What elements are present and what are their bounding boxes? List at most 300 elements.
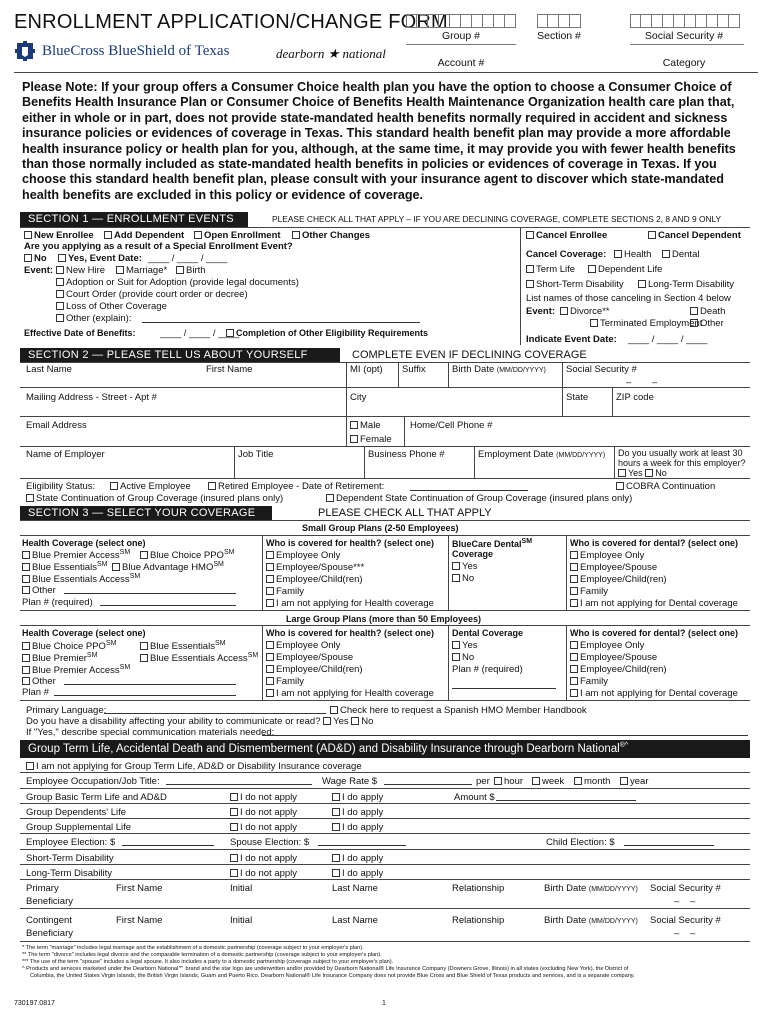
- checkbox-icon[interactable]: [116, 266, 124, 274]
- option-label: Employee/Child(ren): [580, 574, 667, 585]
- std-apply-checkbox[interactable]: [332, 853, 383, 864]
- ltd-apply-checkbox[interactable]: [332, 868, 383, 879]
- employee-election-label: Employee Election: $: [26, 837, 116, 848]
- checkbox-icon[interactable]: [326, 494, 334, 502]
- wage-rate-label: Wage Rate $: [322, 776, 378, 787]
- effective-date-blank[interactable]: ____ / ____ / ____: [160, 328, 240, 339]
- primary-language-label: Primary Language:: [26, 705, 107, 716]
- marriage-label: Marriage*: [126, 265, 168, 276]
- cancel-health-checkbox[interactable]: [614, 249, 651, 260]
- checkbox-icon[interactable]: [112, 563, 120, 571]
- field-divider: [346, 387, 347, 416]
- checkbox-icon[interactable]: [176, 266, 184, 274]
- court-order-checkbox[interactable]: [56, 289, 248, 300]
- checkbox-icon[interactable]: [22, 575, 30, 583]
- checkbox-icon[interactable]: [526, 265, 534, 273]
- dep-life-apply-checkbox[interactable]: [332, 807, 383, 818]
- dep-life-not-apply-checkbox[interactable]: [230, 807, 297, 818]
- checkbox-icon[interactable]: [638, 280, 646, 288]
- dep-state-continuation-label: Dependent State Continuation of Group Coverage (insured plans only): [336, 493, 633, 504]
- birth-date-text: Birth Date: [544, 883, 587, 894]
- contingent-birth-date-label: [544, 915, 638, 926]
- checkbox-icon[interactable]: [332, 823, 340, 831]
- checkbox-icon[interactable]: [570, 665, 578, 673]
- field-divider: [614, 446, 615, 478]
- new-hire-checkbox[interactable]: [56, 265, 105, 276]
- business-phone-label: Business Phone #: [368, 449, 445, 460]
- checkbox-icon[interactable]: [292, 231, 300, 239]
- event-yes-checkbox[interactable]: [58, 253, 142, 264]
- disability-question-text: Do you have a disability affecting your ability to communicate or read?: [26, 716, 321, 727]
- large-other-checkbox[interactable]: [22, 676, 56, 687]
- section3-subheading: PLEASE CHECK ALL THAT APPLY: [318, 507, 492, 519]
- option-label: Family: [276, 676, 304, 687]
- retired-employee-checkbox[interactable]: [208, 481, 384, 492]
- marriage-checkbox[interactable]: [116, 265, 167, 276]
- checkbox-icon[interactable]: [570, 551, 578, 559]
- plan-label: Blue Choice PPO: [150, 550, 224, 562]
- section1-top-rule: [20, 227, 750, 228]
- large-dental-family-checkbox[interactable]: [570, 676, 608, 687]
- large-health-emp-only-checkbox[interactable]: [266, 640, 340, 651]
- small-health-emp-only-checkbox[interactable]: [266, 550, 340, 561]
- small-not-health-checkbox[interactable]: [266, 598, 434, 609]
- large-other-field[interactable]: [64, 684, 236, 685]
- checkbox-icon[interactable]: [140, 654, 148, 662]
- ltd-not-apply-checkbox[interactable]: [230, 868, 297, 879]
- option-label: Employee Only: [580, 550, 645, 561]
- cancel-std-label: Short-Term Disability: [536, 279, 624, 290]
- header-divider: [14, 72, 758, 73]
- checkbox-icon[interactable]: [332, 869, 340, 877]
- checkbox-icon[interactable]: [452, 562, 460, 570]
- checkbox-icon[interactable]: [266, 563, 274, 571]
- small-blue-choice-ppo-checkbox[interactable]: [140, 549, 234, 561]
- large-blue-essentials-checkbox[interactable]: [140, 640, 225, 652]
- small-plan-required-label: Plan # (required): [22, 597, 93, 608]
- option-label: Employee/Child(ren): [276, 664, 363, 675]
- section1-divider: [520, 227, 521, 345]
- spanish-hmo-checkbox[interactable]: [330, 705, 587, 716]
- bluecare-coverage-heading: Coverage: [452, 549, 494, 559]
- cancel-ltd-checkbox[interactable]: [638, 279, 734, 290]
- checkbox-icon[interactable]: [570, 575, 578, 583]
- death-checkbox[interactable]: [690, 306, 725, 317]
- row-rule: [20, 520, 750, 521]
- field-divider: [448, 362, 449, 387]
- event-no-checkbox[interactable]: [24, 253, 47, 264]
- checkbox-icon[interactable]: [22, 642, 30, 650]
- checkbox-icon[interactable]: [266, 551, 274, 559]
- large-dental-emp-child-checkbox[interactable]: [570, 664, 667, 675]
- special-materials-field[interactable]: [262, 735, 748, 736]
- checkbox-icon[interactable]: [526, 231, 534, 239]
- checkbox-icon[interactable]: [570, 599, 578, 607]
- checkbox-icon[interactable]: [332, 808, 340, 816]
- option-label: I do not apply: [240, 853, 298, 864]
- new-enrollee-checkbox[interactable]: [24, 230, 94, 241]
- checkbox-icon[interactable]: [570, 641, 578, 649]
- option-label: I do apply: [342, 822, 384, 833]
- checkbox-icon[interactable]: [230, 793, 238, 801]
- checkbox-icon[interactable]: [266, 689, 274, 697]
- other-explain-field[interactable]: [142, 322, 420, 323]
- small-plan-field[interactable]: [100, 605, 236, 606]
- per-month-checkbox[interactable]: [574, 776, 610, 787]
- checkbox-icon[interactable]: [588, 265, 596, 273]
- supp-life-label: Group Supplemental Life: [26, 822, 132, 833]
- small-health-family-checkbox[interactable]: [266, 586, 304, 597]
- per-week-checkbox[interactable]: [532, 776, 564, 787]
- large-plan-field[interactable]: [54, 695, 236, 696]
- checkbox-icon[interactable]: [266, 641, 274, 649]
- large-dental-plan-label: Plan # (required): [452, 664, 523, 675]
- checkbox-icon[interactable]: [226, 329, 234, 337]
- cancel-enrollee-checkbox[interactable]: [526, 230, 607, 241]
- checkbox-icon[interactable]: [648, 231, 656, 239]
- large-not-health-checkbox[interactable]: [266, 688, 434, 699]
- small-blue-essentials-checkbox[interactable]: [22, 561, 107, 573]
- checkbox-icon[interactable]: [22, 563, 30, 571]
- not-applying-life-checkbox[interactable]: [26, 761, 362, 772]
- checkbox-icon[interactable]: [266, 653, 274, 661]
- child-election-field[interactable]: [624, 845, 714, 846]
- option-label: Employee Only: [276, 550, 341, 561]
- event-date-blank[interactable]: ____ / ____ / ____: [148, 253, 228, 264]
- sm-mark: SM: [86, 652, 98, 659]
- contingent-first-name-label: First Name: [116, 915, 163, 926]
- checkbox-icon[interactable]: [570, 653, 578, 661]
- disability-yes-label: Yes: [333, 716, 349, 727]
- loss-coverage-checkbox[interactable]: [56, 301, 167, 312]
- checkbox-icon[interactable]: [104, 231, 112, 239]
- checkbox-icon[interactable]: [26, 494, 34, 502]
- terminated-checkbox[interactable]: [590, 318, 702, 329]
- checkbox-icon[interactable]: [230, 869, 238, 877]
- cobra-checkbox[interactable]: [616, 481, 715, 492]
- checkbox-icon[interactable]: [266, 575, 274, 583]
- checkbox-icon[interactable]: [452, 653, 460, 661]
- row-rule: [20, 610, 750, 611]
- open-enrollment-label: Open Enrollment: [204, 230, 281, 241]
- checkbox-icon[interactable]: [22, 586, 30, 594]
- cancel-dependent-checkbox[interactable]: [648, 230, 741, 241]
- plan-label: Blue Essentials Access: [32, 574, 130, 586]
- small-blue-premier-access-checkbox[interactable]: [22, 549, 130, 561]
- checkbox-icon[interactable]: [140, 642, 148, 650]
- small-other-checkbox[interactable]: [22, 585, 56, 596]
- field-divider: [612, 387, 613, 416]
- basic-life-not-apply-checkbox[interactable]: [230, 792, 297, 803]
- spouse-election-field[interactable]: [318, 845, 406, 846]
- checkbox-icon[interactable]: [574, 777, 582, 785]
- basic-life-apply-checkbox[interactable]: [332, 792, 383, 803]
- ssn-label: Social Security #: [644, 30, 724, 42]
- checkbox-icon[interactable]: [570, 563, 578, 571]
- event-no-label: No: [34, 253, 47, 264]
- work-yes-checkbox[interactable]: [618, 469, 626, 477]
- plan-label: Blue Premier: [32, 653, 87, 665]
- large-dental-emp-spouse-checkbox[interactable]: [570, 652, 657, 663]
- work-no-checkbox[interactable]: [645, 469, 653, 477]
- cancel-std-checkbox[interactable]: [526, 279, 624, 290]
- checkbox-icon[interactable]: [526, 280, 534, 288]
- checkbox-icon[interactable]: [22, 677, 30, 685]
- field-divider: [234, 446, 235, 478]
- small-health-emp-child-checkbox[interactable]: [266, 574, 363, 585]
- section-number-boxes[interactable]: [537, 14, 581, 28]
- work-hours-question: [618, 448, 748, 478]
- small-dental-family-checkbox[interactable]: [570, 586, 608, 597]
- cancel-term-life-checkbox[interactable]: [526, 264, 575, 275]
- checkbox-icon[interactable]: [452, 641, 460, 649]
- checkbox-icon[interactable]: [332, 793, 340, 801]
- row-rule: [20, 818, 750, 819]
- checkbox-icon[interactable]: [56, 302, 64, 310]
- active-employee-checkbox[interactable]: [110, 481, 191, 492]
- checkbox-icon[interactable]: [570, 677, 578, 685]
- primary-ssn-dash-2: –: [690, 896, 696, 907]
- checkbox-icon[interactable]: [690, 307, 698, 315]
- cancel-other-label: Other: [700, 318, 724, 329]
- group-number-label: Group #: [442, 30, 480, 42]
- row-rule: [20, 446, 750, 447]
- checkbox-icon[interactable]: [570, 689, 578, 697]
- checkbox-icon[interactable]: [230, 808, 238, 816]
- small-who-dental-heading: Who is covered for dental? (select one): [570, 538, 739, 548]
- ssn-boxes[interactable]: [630, 14, 740, 28]
- loss-coverage-label: Loss of Other Coverage: [66, 301, 167, 312]
- section1-bar: SECTION 1 — ENROLLMENT EVENTS: [20, 212, 248, 227]
- contingent-last-name-label: Last Name: [332, 915, 378, 926]
- std-not-apply-checkbox[interactable]: [230, 853, 297, 864]
- cancel-dependent-life-checkbox[interactable]: [588, 264, 662, 275]
- wage-rate-field[interactable]: [384, 784, 472, 785]
- checkbox-icon[interactable]: [620, 777, 628, 785]
- checkbox-icon[interactable]: [616, 482, 624, 490]
- large-health-emp-child-checkbox[interactable]: [266, 664, 363, 675]
- checkbox-icon[interactable]: [330, 706, 338, 714]
- add-dependent-checkbox[interactable]: [104, 230, 184, 241]
- checkbox-icon[interactable]: [532, 777, 540, 785]
- column-divider: [448, 535, 449, 610]
- supp-life-not-apply-checkbox[interactable]: [230, 822, 297, 833]
- checkbox-icon[interactable]: [266, 665, 274, 673]
- female-checkbox[interactable]: [350, 434, 392, 445]
- cancel-dependent-life-label: Dependent Life: [598, 264, 663, 275]
- large-dental-emp-only-checkbox[interactable]: [570, 640, 644, 651]
- checkbox-icon[interactable]: [662, 250, 670, 258]
- contingent-relationship-label: Relationship: [452, 915, 505, 926]
- mailing-address-label: Mailing Address - Street - Apt #: [26, 392, 157, 403]
- event-label: Event:: [24, 265, 54, 276]
- row-rule: [20, 788, 750, 789]
- large-health-emp-spouse-checkbox[interactable]: [266, 652, 353, 663]
- checkbox-icon[interactable]: [230, 823, 238, 831]
- checkbox-icon[interactable]: [56, 314, 64, 322]
- cancel-dental-checkbox[interactable]: [662, 249, 699, 260]
- checkbox-icon[interactable]: [332, 854, 340, 862]
- mi-label: MI (opt): [350, 364, 383, 375]
- small-dental-emp-spouse-checkbox[interactable]: [570, 562, 657, 573]
- employee-election-field[interactable]: [122, 845, 214, 846]
- option-label: Employee/Child(ren): [276, 574, 363, 585]
- checkbox-icon[interactable]: [350, 421, 358, 429]
- checkbox-icon[interactable]: [494, 777, 502, 785]
- birth-checkbox[interactable]: [176, 265, 206, 276]
- footnotes: [22, 945, 752, 980]
- sm-mark: SM: [214, 640, 226, 647]
- option-label: I do not apply: [240, 792, 298, 803]
- large-not-dental-checkbox[interactable]: [570, 688, 738, 699]
- checkbox-icon[interactable]: [690, 319, 698, 327]
- row-rule: [20, 908, 750, 909]
- primary-language-field[interactable]: [104, 713, 326, 714]
- small-dental-emp-child-checkbox[interactable]: [570, 574, 667, 585]
- checkbox-icon[interactable]: [56, 278, 64, 286]
- sm-mark: SM: [521, 538, 533, 545]
- disability-yes-checkbox[interactable]: [323, 717, 331, 725]
- option-label: Employee Only: [276, 640, 341, 651]
- plan-label: Blue Essentials Access: [150, 653, 248, 665]
- group-number-boxes[interactable]: [406, 14, 516, 28]
- option-label: I do not apply: [240, 822, 298, 833]
- large-group-heading: Large Group Plans (more than 50 Employees): [286, 614, 482, 624]
- large-blue-essentials-access-checkbox[interactable]: [140, 652, 258, 664]
- option-label: I do apply: [342, 853, 384, 864]
- other-explain-checkbox[interactable]: [56, 313, 131, 324]
- small-other-field[interactable]: [64, 593, 236, 594]
- checkbox-icon[interactable]: [110, 482, 118, 490]
- spanish-hmo-label: Check here to request a Spanish HMO Member Handbook: [340, 705, 587, 716]
- checkbox-icon[interactable]: [208, 482, 216, 490]
- large-blue-choice-ppo-checkbox[interactable]: [22, 640, 116, 652]
- disability-no-checkbox[interactable]: [351, 717, 359, 725]
- checkbox-icon[interactable]: [24, 254, 32, 262]
- small-group-heading: Small Group Plans (2-50 Employees): [302, 523, 459, 533]
- checkbox-icon[interactable]: [22, 666, 30, 674]
- checkbox-icon[interactable]: [570, 587, 578, 595]
- option-label: No: [462, 652, 475, 663]
- small-dental-emp-only-checkbox[interactable]: [570, 550, 644, 561]
- checkbox-icon[interactable]: [194, 231, 202, 239]
- amount-field[interactable]: [496, 800, 636, 801]
- field-divider: [474, 446, 475, 478]
- other-changes-checkbox[interactable]: [292, 230, 370, 241]
- option-label: Employee Only: [580, 640, 645, 651]
- option-label: I do apply: [342, 807, 384, 818]
- field-divider: [404, 416, 405, 446]
- checkbox-icon[interactable]: [350, 435, 358, 443]
- adoption-label: Adoption or Suit for Adoption (provide legal documents): [66, 277, 299, 288]
- checkbox-icon[interactable]: [58, 254, 66, 262]
- small-blue-advantage-hmo-checkbox[interactable]: [112, 561, 224, 573]
- disability-no-label: No: [361, 716, 374, 727]
- checkbox-icon[interactable]: [452, 574, 460, 582]
- section2-bar: SECTION 2 — PLEASE TELL US ABOUT YOURSELF: [20, 348, 340, 363]
- checkbox-icon[interactable]: [266, 677, 274, 685]
- birth-date-text: Birth Date: [544, 915, 587, 926]
- checkbox-icon[interactable]: [230, 854, 238, 862]
- checkbox-icon[interactable]: [590, 319, 598, 327]
- checkbox-icon[interactable]: [266, 587, 274, 595]
- checkbox-icon[interactable]: [56, 290, 64, 298]
- checkbox-icon[interactable]: [26, 762, 34, 770]
- plan-label: Blue Advantage HMO: [122, 562, 214, 574]
- checkbox-icon[interactable]: [22, 654, 30, 662]
- sm-mark: SM: [129, 573, 141, 580]
- per-year-checkbox[interactable]: [620, 776, 648, 787]
- indicate-date-blank[interactable]: ____ / ____ / ____: [628, 334, 708, 345]
- dep-state-continuation-checkbox[interactable]: [326, 493, 632, 504]
- small-dental-no-checkbox[interactable]: [452, 573, 474, 584]
- row-rule: [20, 864, 750, 865]
- row-rule: [20, 416, 750, 417]
- occupation-field[interactable]: [166, 784, 312, 785]
- per-week-label: week: [542, 776, 565, 787]
- large-health-family-checkbox[interactable]: [266, 676, 304, 687]
- state-continuation-checkbox[interactable]: [26, 493, 283, 504]
- open-enrollment-checkbox[interactable]: [194, 230, 281, 241]
- divorce-checkbox[interactable]: [560, 306, 610, 317]
- footnote-marriage: * The term "marriage" includes legal marriage and the establishment of a domestic partnership (coverage subject to your employer's plan).: [22, 945, 364, 951]
- checkbox-icon[interactable]: [266, 599, 274, 607]
- per-hour-checkbox[interactable]: [494, 776, 523, 787]
- large-blue-premier-checkbox[interactable]: [22, 652, 97, 664]
- large-dental-no-checkbox[interactable]: [452, 652, 474, 663]
- sm-mark: SM: [96, 561, 108, 568]
- account-number-field[interactable]: [406, 44, 516, 45]
- large-blue-premier-access-checkbox[interactable]: [22, 664, 130, 676]
- cancel-other-checkbox[interactable]: [690, 318, 724, 329]
- occupation-label: Employee Occupation/Job Title:: [26, 776, 160, 787]
- small-not-dental-checkbox[interactable]: [570, 598, 738, 609]
- work-yes-label: Yes: [628, 468, 643, 478]
- per-month-label: month: [584, 776, 611, 787]
- male-checkbox[interactable]: [350, 420, 381, 431]
- category-field[interactable]: [630, 44, 744, 45]
- primary-label: Primary: [26, 883, 59, 894]
- checkbox-icon[interactable]: [56, 266, 64, 274]
- checkbox-icon[interactable]: [140, 551, 148, 559]
- large-dental-plan-field[interactable]: [452, 688, 556, 689]
- supp-life-apply-checkbox[interactable]: [332, 822, 383, 833]
- small-health-coverage-heading: Health Coverage (select one): [22, 538, 146, 548]
- checkbox-icon[interactable]: [560, 307, 568, 315]
- group-life-bar-text: Group Term Life, Accidental Death and Dismemberment (AD&D) and Disability Insurance through Dearborn National: [28, 742, 620, 755]
- checkbox-icon[interactable]: [614, 250, 622, 258]
- checkbox-icon[interactable]: [24, 231, 32, 239]
- last-name-label: Last Name: [26, 364, 72, 375]
- sm-mark: SM: [105, 640, 117, 647]
- completion-checkbox[interactable]: [226, 328, 428, 338]
- small-dental-yes-checkbox[interactable]: [452, 561, 478, 572]
- other-changes-label: Other Changes: [302, 230, 371, 241]
- option-label: Yes: [462, 640, 478, 651]
- work-no-label: No: [655, 468, 667, 478]
- field-divider: [398, 362, 399, 387]
- retired-employee-label: Retired Employee - Date of Retirement:: [218, 481, 385, 492]
- employer-label: Name of Employer: [26, 449, 105, 460]
- dependents-life-label: Group Dependents' Life: [26, 807, 127, 818]
- cancel-event-label: Event:: [526, 306, 556, 317]
- small-health-emp-spouse-checkbox[interactable]: [266, 562, 364, 573]
- adoption-checkbox[interactable]: [56, 277, 299, 288]
- checkbox-icon[interactable]: [22, 551, 30, 559]
- retirement-date-field[interactable]: [410, 490, 528, 491]
- small-blue-essentials-access-checkbox[interactable]: [22, 573, 140, 585]
- large-dental-yes-checkbox[interactable]: [452, 640, 478, 651]
